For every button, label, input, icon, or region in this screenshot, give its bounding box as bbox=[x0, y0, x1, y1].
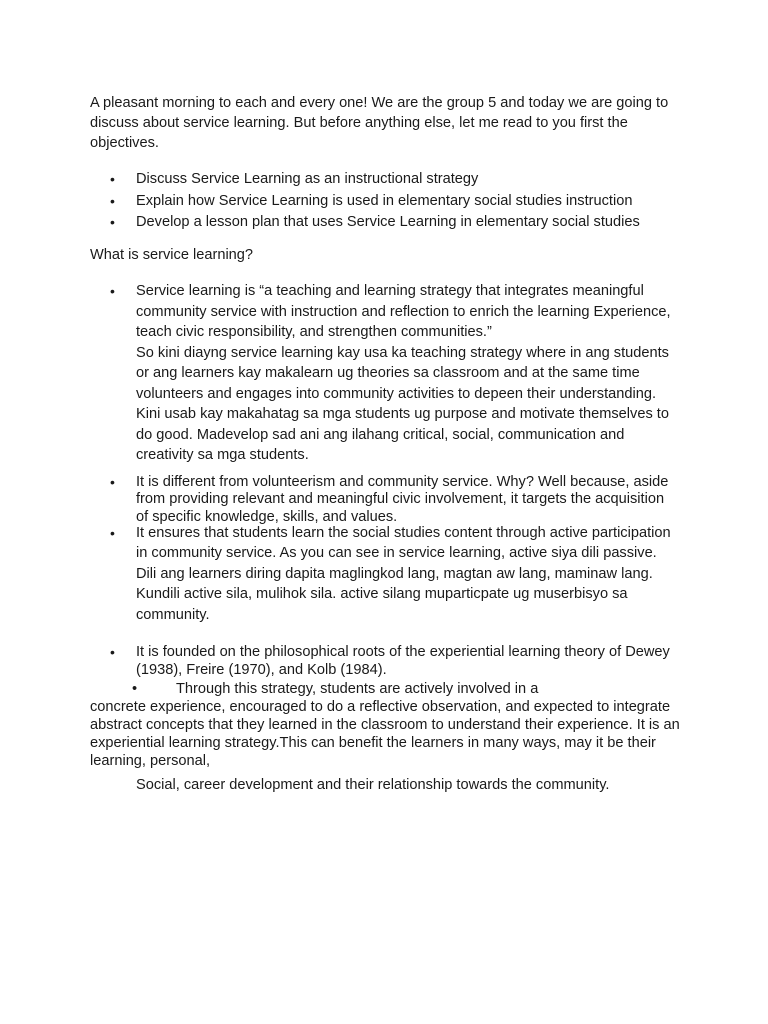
list-item bbox=[90, 169, 710, 191]
closing-line: Social, career development and their relationship towards the community. bbox=[136, 777, 610, 793]
bullet-icon: • bbox=[110, 644, 115, 661]
through-first-text: Through this strategy, students are actively involved in a bbox=[176, 681, 539, 697]
bullet-icon: • bbox=[110, 283, 115, 299]
definition-text: Service learning is “a teaching and learning strategy that integrates meaningful community service with instruction and reflection to enrich the learning Experience, teach civic responsibility, and strengthen communities.” bbox=[136, 283, 671, 340]
bullet-icon: • bbox=[110, 473, 115, 490]
list-item bbox=[90, 191, 710, 213]
objectives-list bbox=[90, 169, 710, 234]
definition-explained-text: So kini diayng service learning kay usa ka teaching strategy where in ang students or ang learners kay makalearn ug theories sa classroom and at the same time volunteers and engages into community activities to depeen their understanding. Kini usab kay makahatag sa mga students ug purpose and motivate themselves to do good. Madevelop sad ani ang ilahang critical, social, communication and creativity sa mga students. bbox=[136, 344, 669, 463]
bullet-icon: • bbox=[110, 192, 115, 209]
intro-paragraph: A pleasant morning to each and every one! We are the group 5 and today we are going to discuss about service learning. But before anything else, let me read to you first the objectives. bbox=[90, 95, 669, 151]
through-first-line bbox=[90, 680, 690, 698]
list-item-definition bbox=[90, 281, 680, 466]
through-paragraph bbox=[90, 680, 690, 770]
bullet-icon: • bbox=[110, 171, 115, 187]
through-rest-text: concrete experience, encouraged to do a reflective observation, and expected to integrate abstract concepts that they learned in the classroom to understand their experience. It is an experiential learning strategy.This can benefit the learners in many ways, may it be their learning, personal, bbox=[90, 699, 680, 769]
objective-text: Discuss Service Learning as an instructional strategy bbox=[136, 171, 479, 187]
list-item-different bbox=[90, 474, 680, 527]
list-item-founded bbox=[90, 643, 680, 679]
founded-text: It is founded on the philosophical roots of the experiential learning theory of Dewey (1938), Freire (1970), and Kolb (1984). bbox=[136, 644, 670, 679]
list-item bbox=[90, 212, 710, 234]
service-learning-points bbox=[90, 281, 680, 679]
bullet-icon: • bbox=[110, 214, 115, 230]
objective-text: Develop a lesson plan that uses Service Learning in elementary social studies bbox=[136, 214, 640, 230]
list-item-ensures bbox=[90, 523, 680, 626]
bullet-icon: • bbox=[132, 681, 138, 697]
bullet-icon: • bbox=[110, 524, 115, 541]
objective-text: Explain how Service Learning is used in elementary social studies instruction bbox=[136, 192, 633, 209]
ensures-text: It ensures that students learn the social studies content through active participation in community service. As you can see in service learning, active siya dili passive. Dili ang learners diring dapita maglingkod lang, magtan aw lang, maminaw lang. Kundili active sila, mulihok sila. active silang muparticpate ug muserbisyo sa community. bbox=[136, 524, 671, 623]
different-text: It is different from volunteerism and community service. Why? Well because, aside from providing relevant and meaningful civic involvement, it targets the acquisition of specific knowledge, skills, and values. bbox=[136, 473, 669, 526]
section-question: What is service learning? bbox=[90, 247, 254, 263]
